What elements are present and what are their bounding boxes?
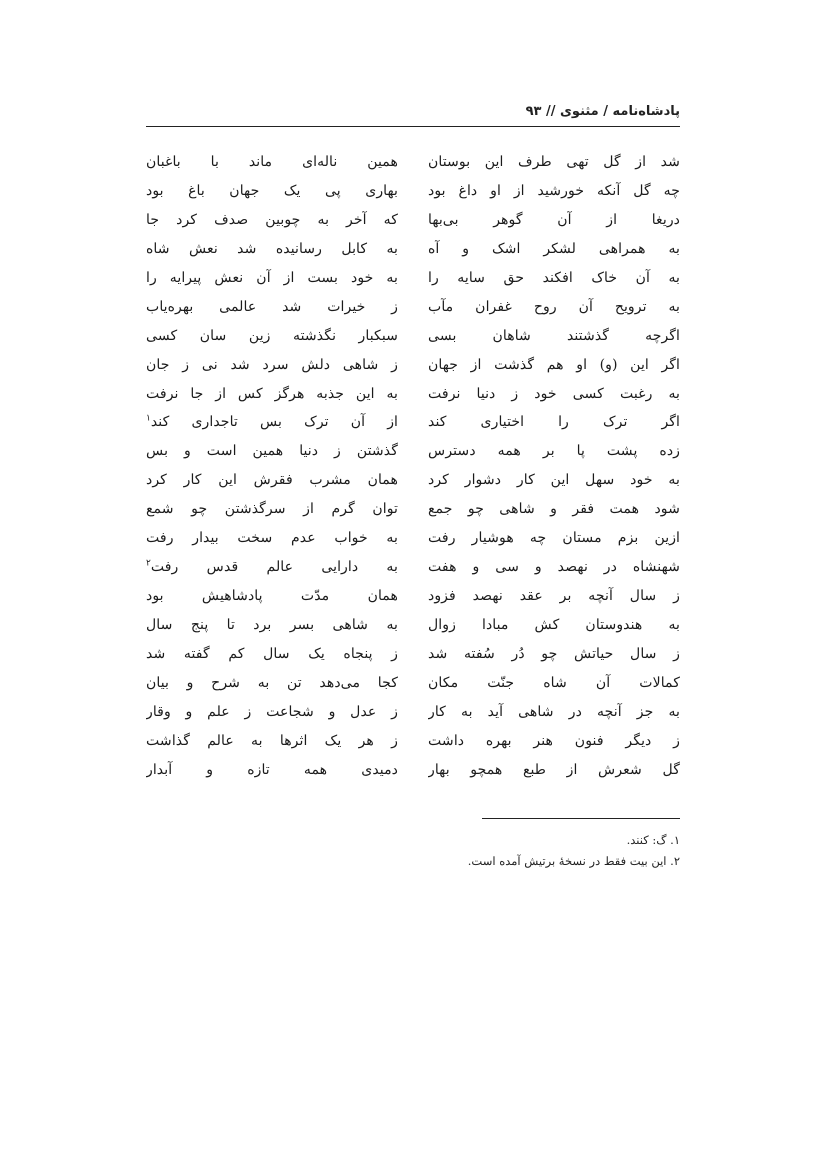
beyt <box>146 698 680 727</box>
footnote-marker: ۲ <box>146 558 151 569</box>
footnote-1: ۱. گ: کنند. <box>626 833 680 847</box>
second-hemistich <box>146 408 398 437</box>
footnote-2: ۲. این بیت فقط در نسخهٔ برتیش آمده است. <box>467 854 680 868</box>
second-hemistich <box>146 235 398 264</box>
beyt <box>146 756 680 785</box>
second-hemistich-text: که آخر به چوبین صدف کرد جا <box>146 211 398 228</box>
second-hemistich-text: به کابل رسانیده شد نعش شاه <box>146 240 398 257</box>
second-hemistich <box>146 611 398 640</box>
first-hemistich: اگر ترک را اختیاری کند <box>428 414 680 431</box>
second-hemistich-text: همان مشرب فقرش این کار کرد <box>146 472 398 489</box>
second-hemistich-text: به خواب عدم سخت بیدار رفت <box>146 530 398 547</box>
second-hemistich <box>146 727 398 756</box>
footnote-marker: ۱ <box>146 413 151 424</box>
first-hemistich: ز سال آنچه بر عقد نهصد فزود <box>428 588 680 605</box>
second-hemistich <box>146 756 398 785</box>
beyt <box>146 611 680 640</box>
first-hemistich: اگر این (و) او هم گذشت از جهان <box>428 356 680 373</box>
beyt <box>146 351 680 380</box>
first-hemistich: زده پشت پا بر همه دسترس <box>428 443 680 460</box>
second-hemistich <box>146 640 398 669</box>
poem-verses <box>146 148 680 785</box>
first-hemistich: چه گل آنکه خورشید از او داغ بود <box>428 182 680 199</box>
beyt <box>146 293 680 322</box>
first-hemistich: کمالات آن شاه جنّت مکان <box>428 674 680 691</box>
beyt <box>146 437 680 466</box>
beyt <box>146 495 680 524</box>
second-hemistich <box>146 495 398 524</box>
second-hemistich <box>146 264 398 293</box>
second-hemistich-text: دمیدی همه تازه و آبدار <box>146 761 398 778</box>
second-hemistich <box>146 553 398 582</box>
second-hemistich <box>146 351 398 380</box>
second-hemistich <box>146 669 398 698</box>
first-hemistich: به خود سهل این کار دشوار کرد <box>428 472 680 489</box>
first-hemistich: به جز آنچه در شاهی آید به کار <box>428 703 680 720</box>
second-hemistich <box>146 206 398 235</box>
first-hemistich: گل شعرش از طبع همچو بهار <box>428 761 680 778</box>
header-rule <box>146 126 680 127</box>
second-hemistich <box>146 582 398 611</box>
beyt <box>146 264 680 293</box>
second-hemistich-text: ز عدل و شجاعت ز علم و وقار <box>146 703 398 720</box>
second-hemistich-text: ز هر یک اثرها به عالم گذاشت <box>146 732 398 749</box>
second-hemistich <box>146 698 398 727</box>
second-hemistich-text: از آن ترک بس تاجداری کند <box>150 414 398 431</box>
second-hemistich <box>146 322 398 351</box>
second-hemistich-text: بهاری پی یک جهان باغ بود <box>146 182 398 199</box>
first-hemistich: ز سال حیاتش چو دُر سُفته شد <box>428 645 680 662</box>
second-hemistich-text: ز خیرات شد عالمی بهره‌یاب <box>146 298 398 315</box>
first-hemistich: شود همت فقر و شاهی چو جمع <box>428 501 680 518</box>
beyt <box>146 206 680 235</box>
second-hemistich-text: به خود بست از آن نعش پیرایه را <box>146 269 398 286</box>
second-hemistich-text: همان مدّت پادشاهیش بود <box>146 588 398 605</box>
second-hemistich <box>146 293 398 322</box>
second-hemistich-text: ز پنجاه یک سال کم گفته شد <box>146 645 398 662</box>
footnote-rule <box>482 818 680 819</box>
first-hemistich: به هندوستان کش مبادا زوال <box>428 617 680 633</box>
second-hemistich <box>146 177 398 206</box>
second-hemistich-text: به این جذبه هرگز کس از جا نرفت <box>146 385 398 402</box>
second-hemistich <box>146 524 398 553</box>
second-hemistich-text: همین ناله‌ای ماند با باغبان <box>146 154 398 170</box>
first-hemistich: اگرچه گذشتند شاهان بسی <box>428 327 680 344</box>
first-hemistich: دریغا از آن گوهر بی‌بها <box>428 211 680 228</box>
beyt <box>146 524 680 553</box>
second-hemistich-text: کجا می‌دهد تن به شرح و بیان <box>146 674 398 691</box>
second-hemistich-text: به دارایی عالم قدس رفت <box>150 559 398 576</box>
beyt <box>146 553 680 582</box>
beyt <box>146 235 680 264</box>
first-hemistich: به آن خاک افکند حق سایه را <box>428 269 680 286</box>
first-hemistich: به همراهی لشکر اشک و آه <box>428 240 680 257</box>
beyt <box>146 177 680 206</box>
footnotes <box>380 830 680 872</box>
running-header: پادشاه‌نامه / مثنوی // ۹۳ <box>525 104 680 119</box>
beyt <box>146 466 680 495</box>
first-hemistich: شهنشاه در نهصد و سی و هفت <box>428 559 680 576</box>
beyt <box>146 148 680 177</box>
second-hemistich-text: ز شاهی دلش سرد شد نی ز جان <box>146 356 398 373</box>
beyt <box>146 640 680 669</box>
first-hemistich: به رغبت کسی خود ز دنیا نرفت <box>428 385 680 402</box>
beyt <box>146 322 680 351</box>
first-hemistich: به ترویح آن روح غفران مآب <box>428 298 680 315</box>
beyt <box>146 727 680 756</box>
second-hemistich <box>146 148 398 177</box>
beyt <box>146 669 680 698</box>
second-hemistich-text: سبکبار نگذشته زین سان کسی <box>146 327 398 344</box>
second-hemistich <box>146 380 398 409</box>
beyt <box>146 380 680 409</box>
second-hemistich-text: گذشتن ز دنیا همین است و بس <box>146 443 398 460</box>
second-hemistich <box>146 466 398 495</box>
first-hemistich: ازین بزم مستان چه هوشیار رفت <box>428 530 680 547</box>
second-hemistich <box>146 437 398 466</box>
first-hemistich: ز دیگر فنون هنر بهره داشت <box>428 732 680 749</box>
beyt <box>146 582 680 611</box>
first-hemistich: شد از گل تهی طرف این بوستان <box>428 154 680 170</box>
second-hemistich-text: توان گرم از سرگذشتن چو شمع <box>146 501 398 518</box>
beyt <box>146 408 680 437</box>
second-hemistich-text: به شاهی بسر برد تا پنج سال <box>146 617 398 633</box>
